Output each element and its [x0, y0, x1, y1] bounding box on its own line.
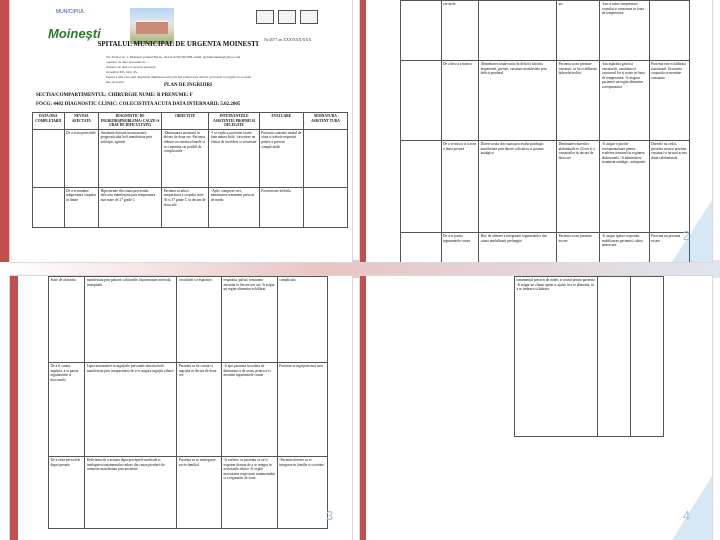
slide-3[interactable] — [10, 276, 352, 540]
table-cell: De a evita pericolele — [64, 129, 99, 187]
table-cell: De a se misca si a avea o buna postura — [441, 141, 479, 233]
table-cell — [479, 1, 557, 61]
table-cell: Risc de alterare a integritatii tegumentelor din cauza imobilizarii prelungite — [479, 233, 557, 263]
table-cell: Pacienta este echilibrata nutritional. Greutatea corporala se mentine constanta — [649, 61, 689, 141]
table-cell: Anxietate datorita necunoasterii prognosticului boli manifestata prin nelinişte, agitatie — [99, 129, 162, 187]
table-cell: -I se explica pacientei foarte bine natura bolii, -favorizez un climat de incredere si securitate — [209, 129, 259, 187]
table-cell: -Diminuarea anxietatii in decurs de doua ore -Pacienta trebuie sa cunoasca bazele si sa-i mentina cat posibil de complicatiile — [162, 129, 209, 187]
table-cell — [649, 1, 689, 61]
table-cell: complicatii. — [277, 277, 327, 363]
table-cell: Pacienta sa nu prezinte escare — [557, 233, 600, 263]
table-cell — [401, 141, 442, 233]
table-cell — [401, 233, 442, 263]
table-cell: -Iau si notez temperatura corpului si notezeaza in foaia de temperatura — [600, 1, 649, 61]
table-row — [401, 233, 690, 263]
red-accent-bar — [10, 276, 18, 540]
plan-title: PLAN DE INGRIJIRI — [163, 83, 213, 88]
table-cell: Deficienta de a actiona dupa preceptele medicale si intelegerea tratamentului reduse din cauza pierderii de orientare manifestata prin anxietate — [85, 457, 177, 529]
table-cell — [401, 61, 442, 141]
table-cell: Pacienta sa se reintegreze socio-familial — [177, 457, 222, 529]
table-cell: De a-si pastra tegumentele curate — [441, 233, 479, 263]
table-cell — [631, 277, 664, 437]
table-cell: ore mele — [441, 1, 479, 61]
page-number: 3 — [326, 508, 334, 523]
table-row — [401, 1, 690, 61]
table-cell — [33, 187, 65, 227]
table-cell: Lipsa autonomiei in ingrijirile personale datorita bolii manifestata prin incapacitatea de a-si asigura ingrijiri zilnice — [85, 363, 177, 457]
diagnosis-line: FOCG: 4402 DIAGNOSTIC CLINIC: COLECISTITA ACUTA DATA INTERNARII: 5.02.2005 — [36, 102, 241, 107]
certification-mark-1 — [256, 10, 274, 24]
table-header-row — [33, 113, 348, 130]
column-header: NEVOIA AFECTATA — [64, 113, 99, 130]
column-header: INTERVENTIILE ASISTENTEI PROPRII SI DELEGATE — [209, 113, 259, 130]
table-cell: Durere acuta din cauza procesului patologic manifestata prin durere colicativa si postura antalgica — [479, 141, 557, 233]
table-cell: Pacienta cunoaste modul de viata si trebuie respectat pentru a preveni complicatiile — [259, 129, 303, 187]
table-cell: -Ii vorbesc cu pacienta ca sa-si exprime dorinta de a se integra in activitatile zilnice -Ii explic necesitatea respectarii tratamentului si a regimului de viata — [221, 457, 277, 529]
table-cell: Alimentarea inadecvata (in deficit) datorita inapetentei, gretuei, varsaturi manifestate prin deficit ponderal — [479, 61, 557, 141]
table-cell: circulatiei si respiratiei — [177, 277, 222, 363]
table-cell: Diminuarea durerilor abdominale in 24 ore si a varsaturilor in decurs de doua ore — [557, 141, 600, 233]
slide-2[interactable] — [360, 0, 712, 262]
table-cell: Stare de oboseala — [49, 277, 85, 363]
table-row — [49, 277, 328, 363]
table-cell: respiratia, pulsul, tensiunea arteriala la fiecare trei ore -Ii asigur un regim alimentar echilibrat — [221, 277, 277, 363]
hospital-address-block — [106, 55, 256, 85]
care-plan-table-continued — [400, 0, 690, 262]
table-cell: Pacienta se ingrijeste mai usor — [277, 363, 327, 457]
table-cell: Pacienta nu prezinta escare — [649, 233, 689, 263]
table-cell: -Ii asigur o pozitie corespunzatoare pentru scaderea tensiunii in regiunea abdominala. -Ii administrez tratament antialgic, antispastic — [600, 141, 649, 233]
column-header: EVALUARE — [259, 113, 303, 130]
table-cell: -Ii ajut pacienta la toaleta de dimineata si de seara, pentru a-si mentine tegumentele curate — [221, 363, 277, 457]
table-cell: Pacienta are afebrila — [259, 187, 303, 227]
table-cell — [598, 277, 631, 437]
column-header: DATA ORA COMPLETARII — [33, 113, 65, 130]
table-cell: -Pacienta doreste sa se integreze in familie si societate — [277, 457, 327, 529]
table-cell — [303, 129, 347, 187]
column-header: OBIECTIVE — [162, 113, 209, 130]
care-plan-table-continued — [48, 276, 328, 529]
table-row — [33, 187, 348, 227]
page-number: 4 — [682, 508, 690, 523]
address-line: Str. Zorilor nr. 1, Moinesti, judetul Bacau, tel/fax 0234/365.098, email: spitalmoinesti@yahoo.com — [106, 55, 241, 59]
slide-1[interactable] — [10, 0, 352, 262]
table-cell — [401, 1, 442, 61]
column-header: DIAGNOSTIC DE INGRIJIRI(PROBLEMA+CAUZE+SURSE DE DIFICULTATE) — [99, 113, 162, 130]
table-cell: De a evita pericolele dupa operatie — [49, 457, 85, 529]
table-cell — [33, 129, 65, 187]
red-accent-bar-left — [0, 0, 10, 262]
care-plan-table-continued — [514, 276, 664, 437]
table-row — [49, 457, 328, 529]
table-row — [401, 61, 690, 141]
care-plan-table — [32, 112, 348, 228]
table-cell — [303, 187, 347, 227]
blue-corner-decoration — [672, 476, 712, 540]
page-number: 2 — [682, 228, 690, 243]
table-cell: Pacienta sa aiba o temperatura a corpului intre 36 si 37 grade C in decurs de doua zile — [162, 187, 209, 227]
table-cell: Hipertermie din cauza procesului infectios manifestata prin temperatura mai mare de 37 grade C — [99, 187, 162, 227]
red-accent-bar — [360, 276, 366, 540]
red-accent-bar — [360, 0, 366, 262]
address-line: Acreditat MS, Ord. 45... — [106, 70, 139, 74]
department-line: SECTIA/COMPARTIMENTUL: CHIRURGIE NUME: B PRENUME: F — [36, 93, 193, 98]
hospital-building-image — [136, 20, 168, 34]
logo-name: Moineşti — [48, 26, 101, 41]
table-cell: tratamentul prescris de medic si orarul pentru pacienta -Ii asigur un climat optim si ajutor in a se alimenta, in a se imbraca si hidrata — [515, 277, 598, 437]
table-row — [49, 363, 328, 457]
table-row — [401, 141, 690, 233]
address-line: Pentru a afla care sunt drepturile dumneavoastra privind prelucrarea datelor personale va rugam sa accesati site-ul nostru — [106, 75, 252, 84]
logo-small-text: MUNICIPIUL — [56, 9, 85, 15]
table-cell: De a bea si a manca — [441, 61, 479, 141]
address-line: furnizor de date cu caracter personal — [106, 65, 156, 69]
table-row — [33, 129, 348, 187]
address-line: operator de date personale nr. ... — [106, 60, 150, 64]
table-cell: -Ii asigur igiena corporala, mobilizarea pacientei, saltea antiescara — [600, 233, 649, 263]
table-cell: De a-si mentine temperatura corpului in limite — [64, 187, 99, 227]
document-code: Nr/2077 an XXX/XXX/XXX — [264, 37, 312, 42]
certification-mark-3 — [300, 10, 318, 24]
column-header: SEMNATURA ASISTENT TURA — [303, 113, 347, 130]
table-cell: Pacienta sa nu prezinte varsaturi, sa fie echilibrata hidroelectrolitic — [557, 61, 600, 141]
certification-mark-2 — [278, 10, 296, 24]
table-cell: Pacienta sa fie curata si ingrijita in decurs de doua ore — [177, 363, 222, 457]
table-cell: -Iau aspiratia gastrica varsaturile, cantitatea si caracterul lor si notez in foaia de temperatura. -Ii asigura pacientei un regim alimentar corespunzator — [600, 61, 649, 141]
hospital-title: SPITALUL MUNICIPAL DE URGENTA MOINESTI — [97, 40, 259, 48]
table-cell: arc — [557, 1, 600, 61]
table-row — [515, 277, 664, 437]
table-cell: -Aplic comprese reci, administrez tratament prescris de medic — [209, 187, 259, 227]
table-cell: manifestata prin paloare, tahicardie, hipotensiune arteriala, transpiratii — [85, 277, 177, 363]
table-cell: Durerile au cedat, pacienta nu mai prezinta varsaturi si nu mai acuza dureri abdominale — [649, 141, 689, 233]
table-cell: De a fi curata, ingrijita, a-si pastra tegumentele si mucoasele — [49, 363, 85, 457]
slide-4[interactable] — [360, 276, 712, 540]
